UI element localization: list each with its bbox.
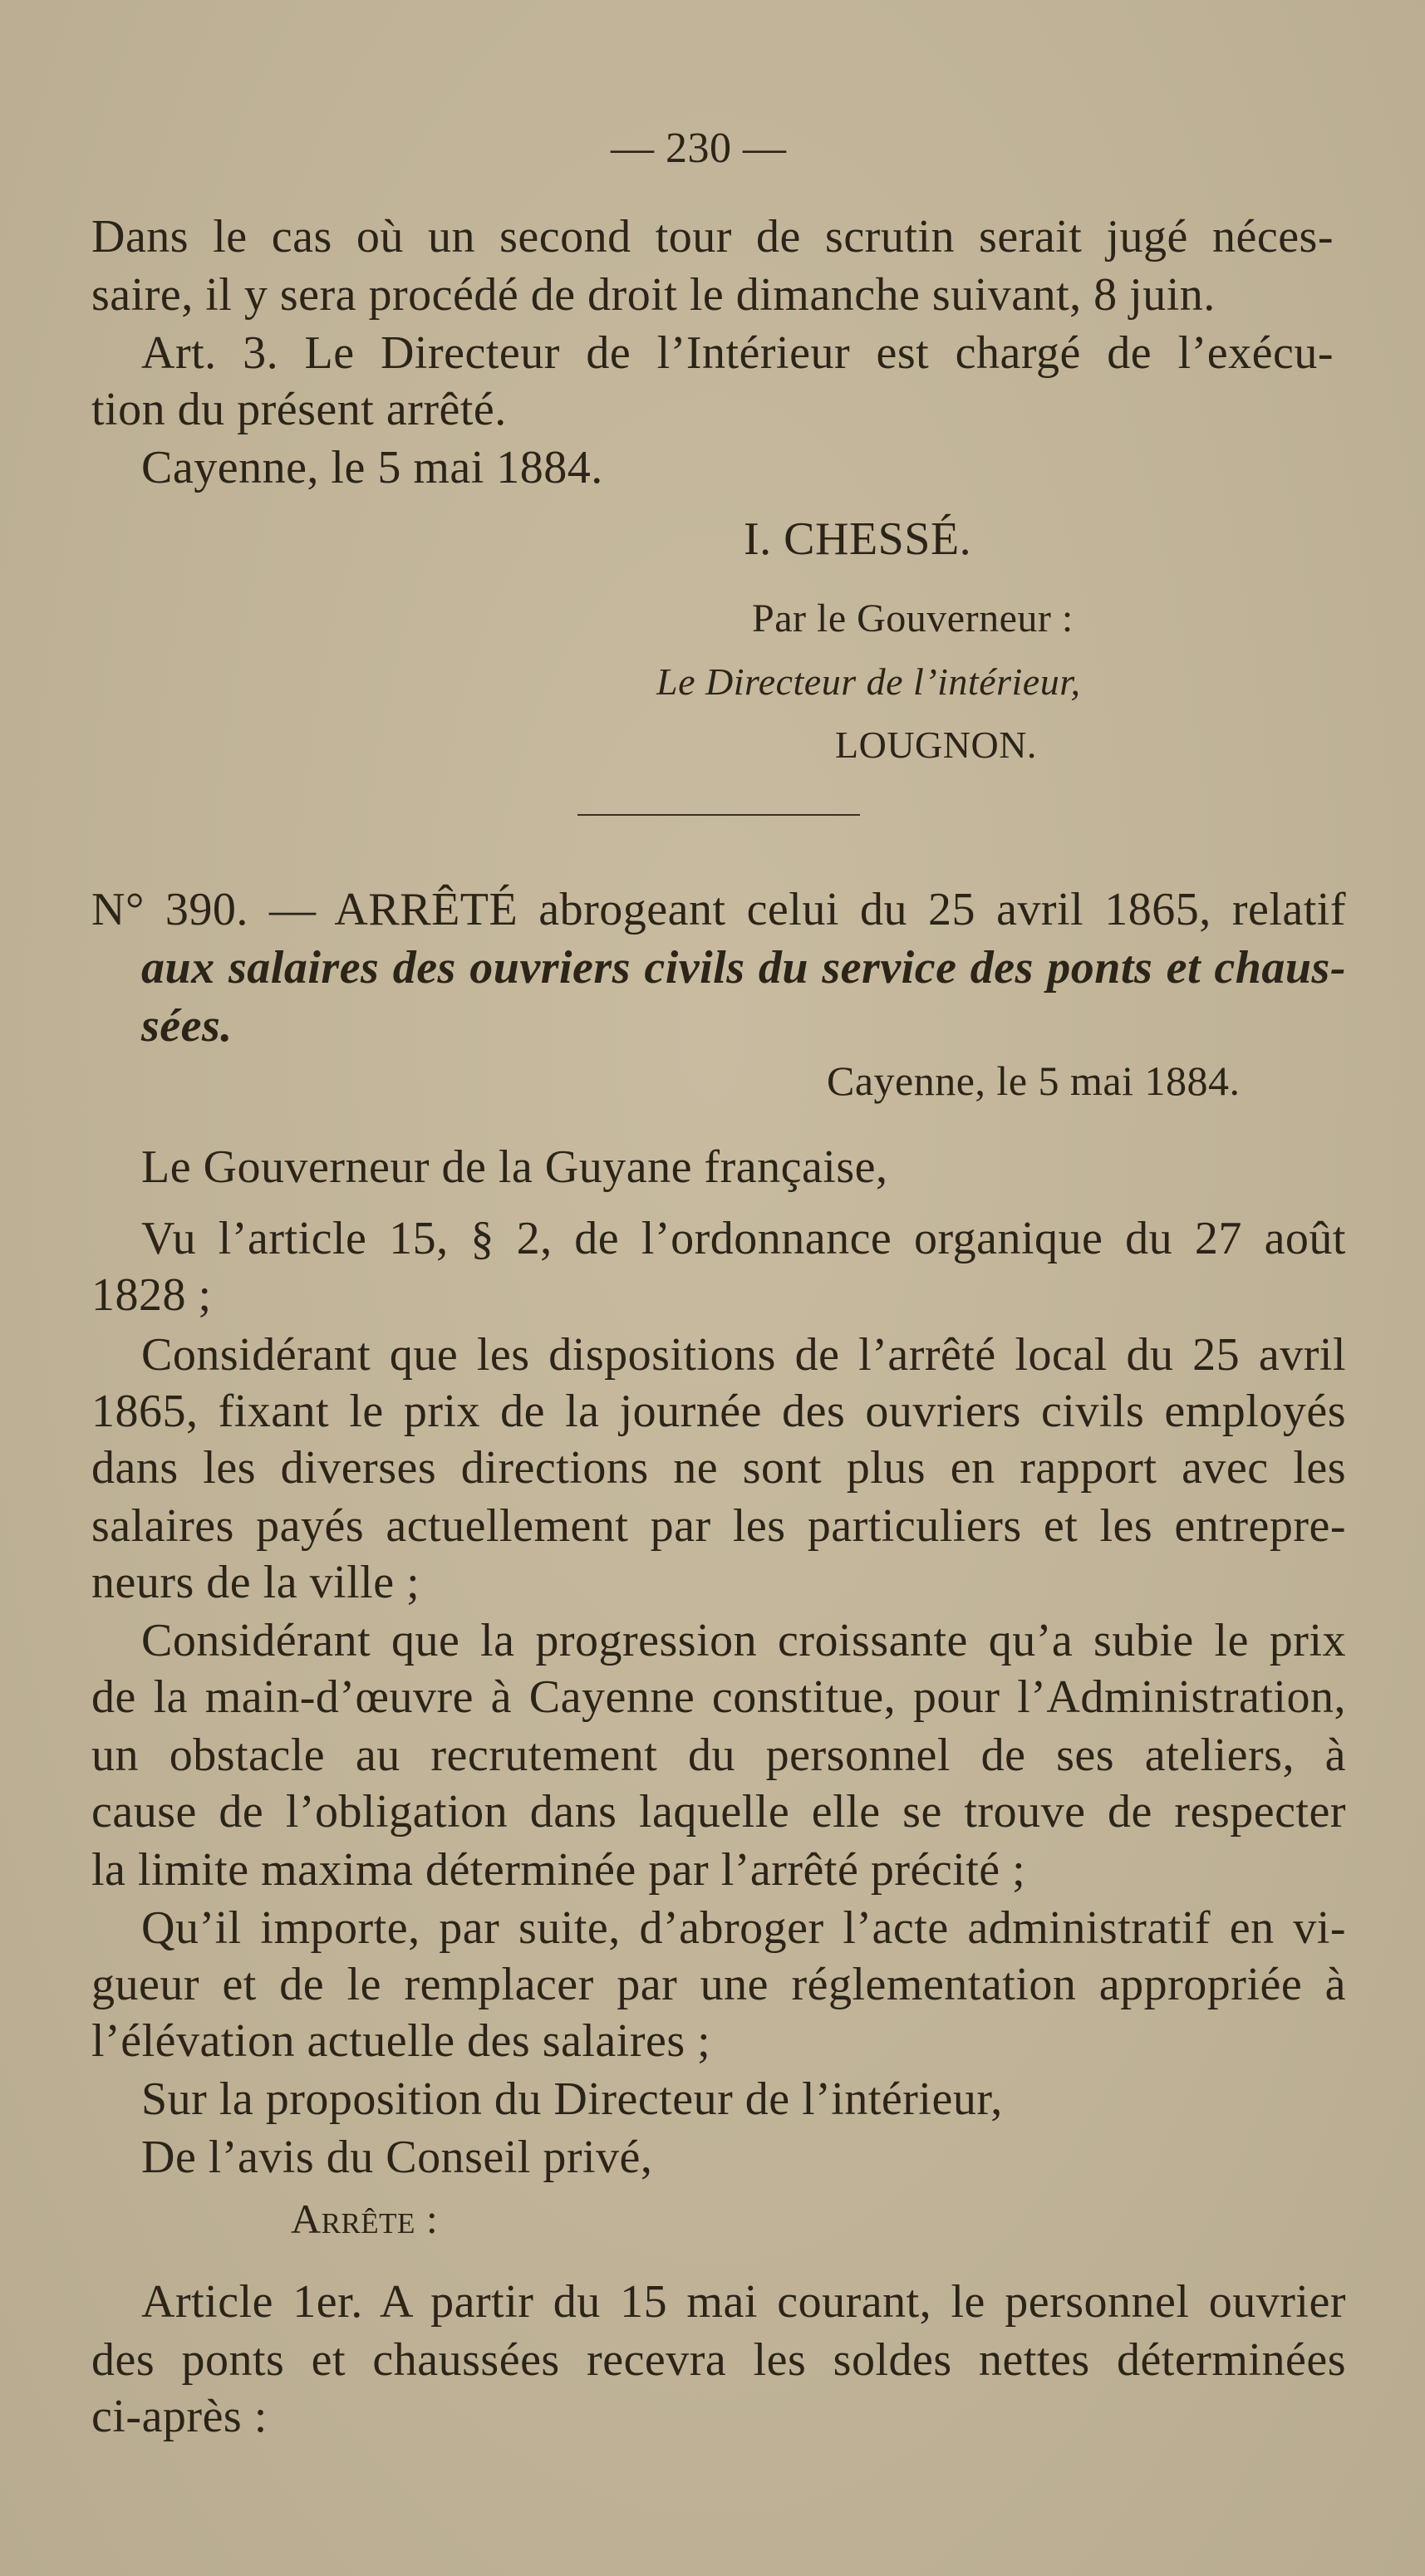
body-line-5: 1865, fixant le prix de la journée des ouvriers civils employés bbox=[91, 1386, 1346, 1437]
body-line-8: neurs de la ville ; bbox=[91, 1557, 420, 1608]
body-line-10: de la main-d’œuvre à Cayenne constitue, pour l’Administration, bbox=[91, 1671, 1346, 1723]
body-line-13: la limite maxima déterminée par l’arrêté précité ; bbox=[91, 1844, 1026, 1896]
intro-line-2: saire, il y sera procédé de droit le dimanche suivant, 8 juin. bbox=[91, 269, 1216, 321]
body-line-20: Article 1er. A partir du 15 mai courant, le personnel ouvrier bbox=[141, 2276, 1346, 2328]
signature-by: Par le Gouverneur : bbox=[752, 596, 1074, 640]
body-line-15: gueur et de le remplacer par une réglementation appropriée à bbox=[91, 1959, 1346, 2010]
section-divider bbox=[577, 814, 860, 816]
body-line-16: l’élévation actuelle des salaires ; bbox=[91, 2015, 711, 2067]
body-line-14: Qu’il importe, par suite, d’abroger l’acte administratif en vi- bbox=[141, 1902, 1346, 1954]
body-line-11: un obstacle au recrutement du personnel de ses ateliers, à bbox=[91, 1730, 1346, 1781]
body-line-18: De l’avis du Conseil privé, bbox=[141, 2132, 653, 2183]
body-line-9: Considérant que la progression croissante qu’a subie le prix bbox=[141, 1615, 1346, 1666]
decree-title-line-3: sées. bbox=[141, 1000, 233, 1052]
intro-line-1: Dans le cas où un second tour de scrutin serait jugé néces- bbox=[91, 211, 1334, 263]
signature-name: I. CHESSÉ. bbox=[744, 513, 972, 565]
body-line-12: cause de l’obligation dans laquelle elle se trouve de respecter bbox=[91, 1786, 1346, 1838]
body-line-4: Considérant que les dispositions de l’arrêté local du 25 avril bbox=[141, 1329, 1346, 1381]
body-line-6: dans les diverses directions ne sont plus en rapport avec les bbox=[91, 1442, 1346, 1494]
body-line-21: des ponts et chaussées recevra les soldes nettes déterminées bbox=[91, 2334, 1346, 2386]
body-line-2: Vu l’article 15, § 2, de l’ordonnance organique du 27 août bbox=[141, 1213, 1346, 1264]
decree-title-line-2: aux salaires des ouvriers civils du service des ponts et chaus- bbox=[141, 942, 1346, 994]
decree-title-line-1: N° 390. — ARRÊTÉ abrogeant celui du 25 avril 1865, relatif bbox=[91, 884, 1346, 935]
signature-signer: LOUGNON. bbox=[835, 724, 1037, 766]
body-line-1: Le Gouverneur de la Guyane française, bbox=[141, 1141, 888, 1193]
body-line-17: Sur la proposition du Directeur de l’intérieur, bbox=[141, 2073, 1003, 2125]
signature-role: Le Directeur de l’intérieur, bbox=[656, 660, 1081, 703]
body-line-22: ci-après : bbox=[91, 2391, 268, 2442]
intro-line-5: Cayenne, le 5 mai 1884. bbox=[141, 442, 603, 493]
intro-line-3: Art. 3. Le Directeur de l’Intérieur est chargé de l’exécu- bbox=[141, 327, 1334, 379]
page-number: — 230 — bbox=[611, 125, 787, 172]
body-line-19: Arrête : bbox=[291, 2196, 439, 2242]
body-line-7: salaires payés actuellement par les particuliers et les entrepre- bbox=[91, 1500, 1346, 1552]
intro-line-4: tion du présent arrêté. bbox=[91, 384, 507, 435]
body-line-3: 1828 ; bbox=[91, 1269, 212, 1321]
decree-date: Cayenne, le 5 mai 1884. bbox=[827, 1057, 1241, 1104]
